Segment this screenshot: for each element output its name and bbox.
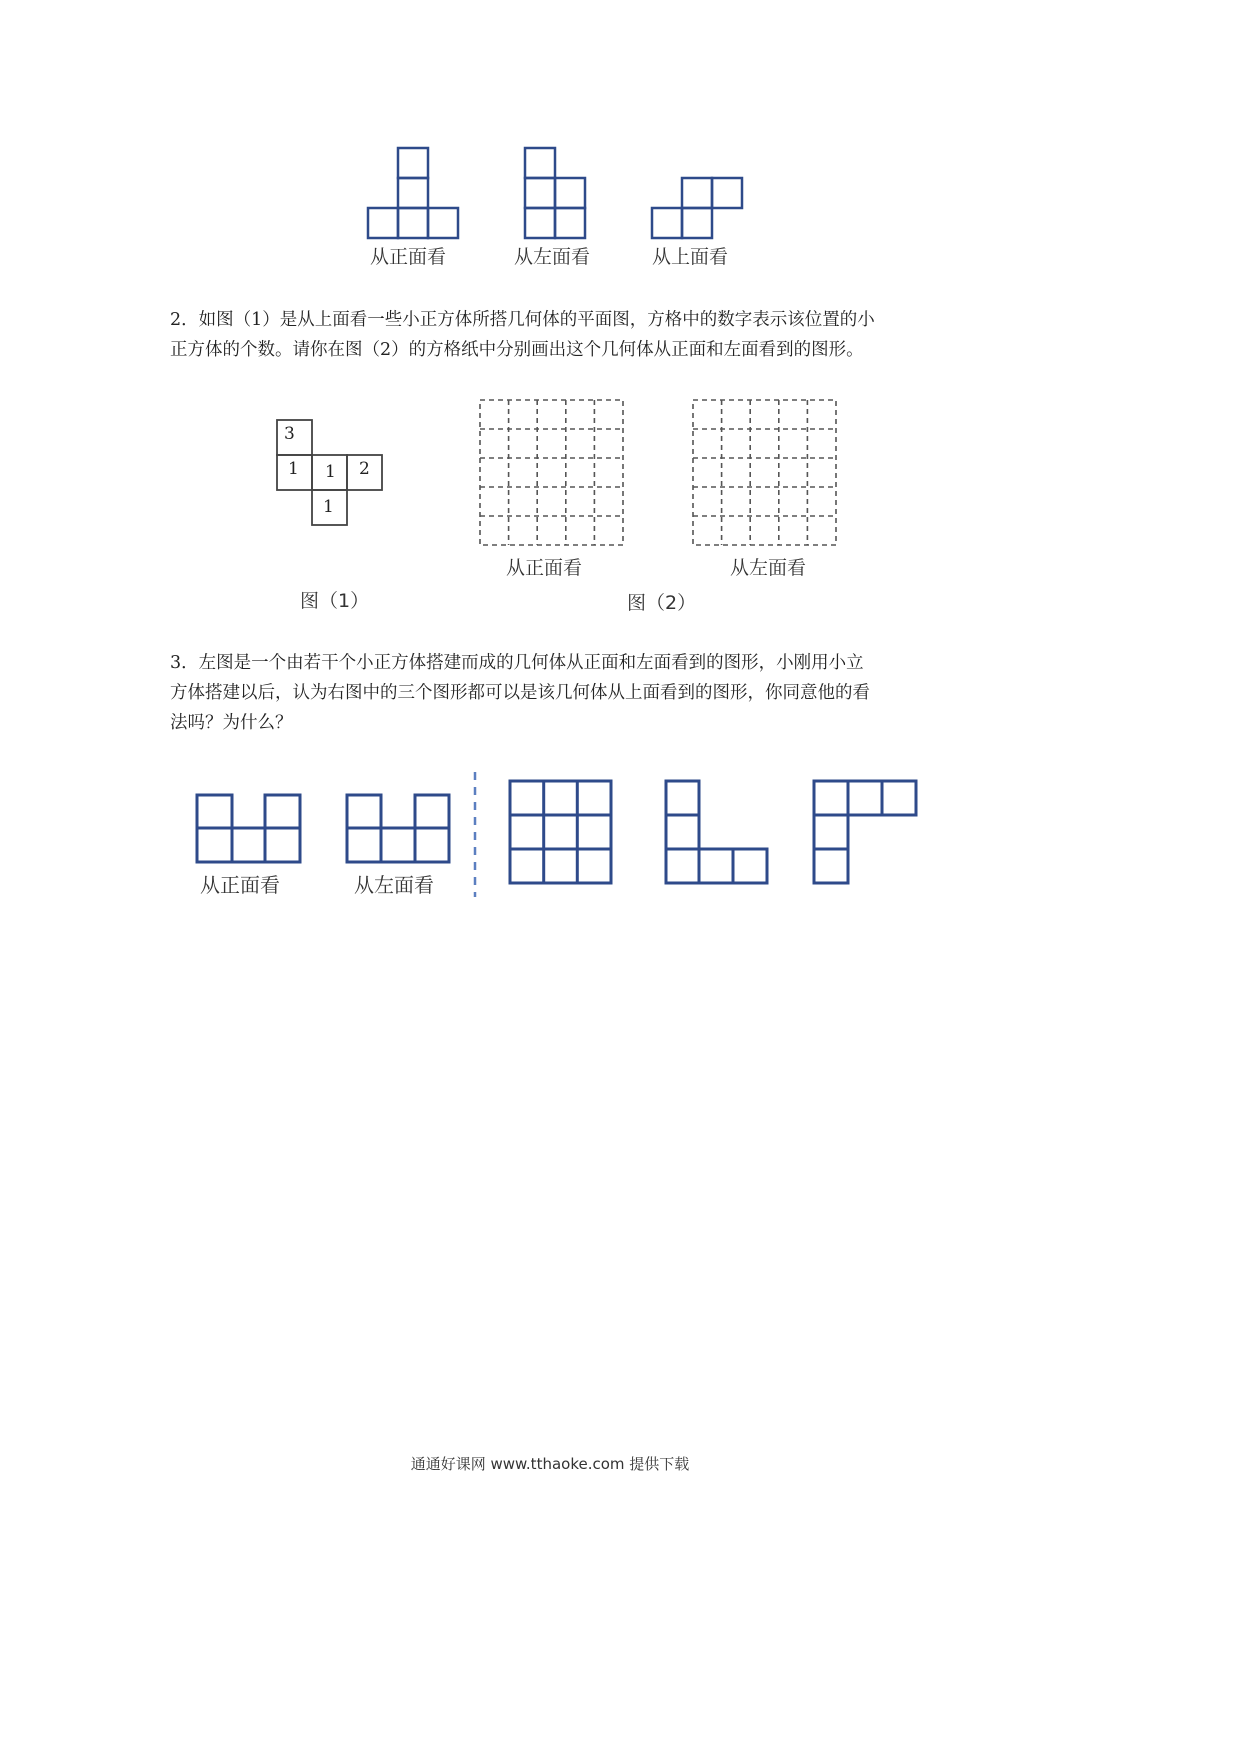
grid-number-2: 2 xyxy=(359,459,370,479)
grid-number-1a: 1 xyxy=(288,459,299,479)
fig2-caption: 图（2） xyxy=(627,592,697,614)
grid-number-1b: 1 xyxy=(325,462,336,482)
top-view-option-c xyxy=(0,0,1100,950)
question-2-line-1: 2．如图（1）是从上面看一些小正方体所搭几何体的平面图，方格中的数字表示该位置的小 xyxy=(170,310,875,330)
label-left-view-2: 从左面看 xyxy=(730,557,807,579)
grid-number-1c: 1 xyxy=(323,497,334,517)
footer-text: 通通好课网 www.tthaoke.com 提供下载 xyxy=(410,1455,690,1473)
label-front-view-2: 从正面看 xyxy=(506,557,583,579)
q3-label-left-view: 从左面看 xyxy=(354,873,434,897)
question-3-line-3: 法吗？为什么？ xyxy=(170,713,293,733)
question-2-line-2: 正方体的个数。请你在图（2）的方格纸中分别画出这个几何体从正面和左面看到的图形。 xyxy=(170,340,864,360)
q3-label-front-view: 从正面看 xyxy=(200,873,280,897)
label-left-view-1: 从左面看 xyxy=(514,246,591,268)
fig1-caption: 图（1） xyxy=(300,590,370,612)
label-top-view-1: 从上面看 xyxy=(652,246,729,268)
label-front-view-1: 从正面看 xyxy=(370,246,447,268)
question-3-line-2: 方体搭建以后，认为右图中的三个图形都可以是该几何体从上面看到的图形，你同意他的看 xyxy=(170,683,870,703)
question-3-line-1: 3．左图是一个由若干个小正方体搭建而成的几何体从正面和左面看到的图形，小刚用小立 xyxy=(170,653,864,673)
grid-number-3: 3 xyxy=(284,424,295,444)
